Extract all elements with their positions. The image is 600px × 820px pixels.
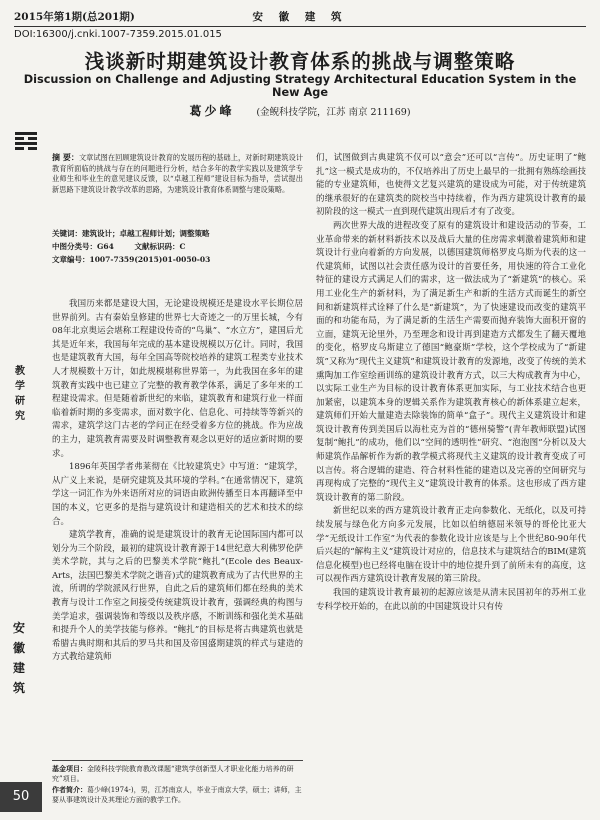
bio-text: 葛少峰(1974-)，男，江苏南京人，毕业于南京大学，硕士；讲师，主要从事建筑设计及其理论方面的教学工作。: [52, 785, 302, 805]
paragraph: 们，试图做到古典建筑不仅可以“意会”还可以“言传”。历史证明了“鲍扎”这一模式是成功的，不仅培养出了历史上最早的一批拥有熟练绘画技能的专业建筑师，也使得文艺复兴建筑的建设成为可能，对于传统建筑的继承很好的在建筑类的院校当中持续着，作为西方建筑设计教育的最初阶段的这一模式一直到现代建筑出现后才有了改变。: [316, 153, 586, 218]
body-column-left: [52, 298, 303, 665]
paragraph: 建筑学教育，准确的说是建筑设计的教育无论国际国内都可以划分为三个阶段，最初的建筑设计教育源于14世纪意大利佛罗伦萨美术学院，其与之后的巴黎美术学院“鲍扎”(Ecole des Beaux-Arts，法国巴黎美术学院之谐音)式的建筑教育成为了古代世界的主流，所谓的学院派风行世界，自此之后的建筑师们都在经典的美术教育与设计工作室之间接受传统建筑设计教育，强调经典的构图与美学追求，强调装饰和等级以及秩序感，不断训练和强化美术基础和提升个人的美学技能与修养。“鲍扎”的目标是将古典建筑也就是希腊古典时期和其后的罗马共和国及帝国盛期建筑的样式与建造的方式教给建筑师: [52, 530, 303, 663]
fund-text: 金陵科技学院教育教改课题“建筑学创新型人才职业化能力培养的研究”项目。: [52, 765, 294, 784]
author-name: 葛少峰: [189, 104, 235, 118]
section-label: 教学研究: [15, 366, 25, 422]
clc-value: G64: [97, 242, 114, 251]
issue-info: 2015年第1期(总201期): [14, 11, 135, 23]
paragraph: 新世纪以来的西方建筑设计教育正走向参数化、无纸化，以及可持续发展与绿色化方向多元发展，比如以伯纳德屈米领导的哥伦比亚大学“无纸设计工作室”为代表的参数化设计应该是与上个世纪80-90年代后兴起的“解构主义”建筑设计对应的，信息技术与建筑结合的BIM(建筑信息化模型)也已经将电脑在设计中的地位提升到了前所未有的高度，这可以视作西方建筑设计教育发展的第三阶段。: [316, 506, 586, 585]
doc-value: C: [179, 242, 186, 251]
author-line: [0, 102, 600, 119]
paragraph: 我国历来都是建设大国，无论建设规模还是建设水平长期位居世界前列。古有秦始皇修建的世界七大奇迹之一的万里长城，今有08年北京奥运会堪称工程建设传奇的“鸟巢”、“水立方”，建国后尤其是近年来，我国每年完成的基本建设规模以万亿计。同时，我国也是建筑教育大国，每年全国高等院校培养的建筑工程类专业技术人才规模数十万计，如此规模堪称世界第一，为此我国在多年的建筑教育实践中也已建立了完整的教育教学体系，满足了多年来的工程建设需求。但是随着新世纪的来临，建筑教育和建筑行业一样面临着新时期的多变需求，面对数字化、信息化、可持续等等新兴的需求，建筑学这门古老的学问正在经受着多方位的挑战。作为应战的主力，建筑教育需要及时调整教育观念以更好的适应新时期的要求。: [52, 299, 303, 459]
journal-name: 安 徽 建 筑: [252, 11, 348, 23]
doi: DOI:16300/j.cnki.1007-7359.2015.01.015: [14, 29, 222, 40]
abstract-label: 摘 要：: [52, 152, 79, 162]
doc-label: 文献标识码：: [134, 242, 180, 251]
article-subtitle: Discussion on Challenge and Adjusting Strategy Architectural Education System in the New Age: [23, 73, 577, 99]
keywords-text: 建筑设计；卓越工程师计划；调整策略: [82, 229, 210, 238]
journal-logo-icon: [14, 130, 38, 154]
journal-vertical-label: 安徽建筑: [12, 621, 25, 695]
page-number: 50: [0, 782, 42, 812]
paragraph: 两次世界大战的进程改变了原有的建筑设计和建设活动的节奏，工业革命带来的新材料新技术以及战后大量的住房需求刺激着建筑师和建筑设计行业向着新的方向发展，以德国建筑师格罗皮乌斯为代表的这一代建筑师，试图以社会责任感为设计的首要任务，用快速的符合工业化特征的建设方式满足人们的需求，这一做法成为了“新建筑”的核心。采用工业化生产的新材料，为了满足新生产和新的生活方式而诞生的新空间和新建筑样式诠释了什么是“新建筑”，为了快速建设而改变的建筑平面的和功能布局，为了满足新的生活生产需要而抛弃装饰大面积开窗的立面，建筑无论里外，乃至理念和设计再到建造方式都发生了翻天覆地的变化，格罗皮乌斯建立了德国“鲍豪斯”学校，这个学校成为了“新建筑”又称为“现代主义建筑”和建筑设计教育的发源地，改变了传统的美术熏陶加工作室绘画训练的建筑设计教育方式，以三大构成教育为中心，以实际工业生产为目标的设计教育体系更加实际，与工业技术结合也更加紧密，以建筑本身的逻辑关系作为建筑教育核心的新体系建立起来，建筑师们开始大量建造去除装饰的简单“盒子”。现代主义建筑设计和建筑设计教育传到美国后以海杜克为首的“德州骑警”(青年教师联盟)试图复制“鲍扎”的成功，他们以“空间的透明性”研究、“泡泡图”分析以及大师建筑作品解析作为新的教学模式将现代主义建筑的设计教育变成了可以言传。将合逻辑的建造、符合材料性能的建造以及完善的空间研究与再现构成了完整的“现代主义”建筑设计教育的体系。这也形成了西方建筑设计教育的第二阶段。: [316, 220, 586, 503]
doc-code: [134, 241, 185, 253]
classification-line: [52, 241, 303, 253]
article-label: 文章编号：: [52, 255, 90, 264]
fund-label: 基金项目：: [52, 764, 87, 773]
keywords-label: 关键词：: [52, 229, 82, 238]
article-value: 1007-7359(2015)01-0050-03: [89, 255, 211, 264]
article-number: [52, 254, 303, 266]
author-bio: [52, 785, 303, 806]
abstract-text: 文章试图在回顾建筑设计教育的发展历程的基础上，对新时期建筑设计教育所面临的挑战与存在的问题进行分析，结合多年的教学实践以及建筑学专业师生和毕业生的意见建议反馈，以“卓越工程师”建设目标为指导，尝试提出新思路下建筑设计教学改革的思路，为建筑设计教育体系调整与建设策略。: [52, 153, 303, 194]
footnote: [52, 760, 303, 806]
article-title: 浅谈新时期建筑设计教育体系的挑战与调整策略: [84, 50, 516, 73]
fund-note: [52, 764, 303, 785]
running-header: [14, 6, 586, 27]
bio-label: 作者简介：: [52, 784, 87, 794]
paragraph: 1896年英国学者弗莱彻在《比较建筑史》中写道：“建筑学，从广义上来说，是研究建筑及其环境的学科。”在通常情况下，建筑学这一词汇作为外来语所对应的词语由欧洲传播至日本再翻译至中国的本义，它更多的是指与建筑设计和建造相关的艺术和技术的综合。: [52, 462, 303, 527]
clc-label: 中图分类号：: [52, 242, 97, 251]
abstract: [52, 152, 303, 195]
body-column-right: [316, 152, 586, 614]
author-affiliation: (金鲵科技学院，江苏 南京 211169): [256, 107, 411, 118]
keywords: [52, 228, 303, 240]
clc-code: [52, 241, 114, 253]
paragraph: 我国的建筑设计教育最初的起源应该是从清末民国初年的苏州工业专科学校开始的，在此以前的中国建筑设计只有传: [316, 588, 586, 612]
